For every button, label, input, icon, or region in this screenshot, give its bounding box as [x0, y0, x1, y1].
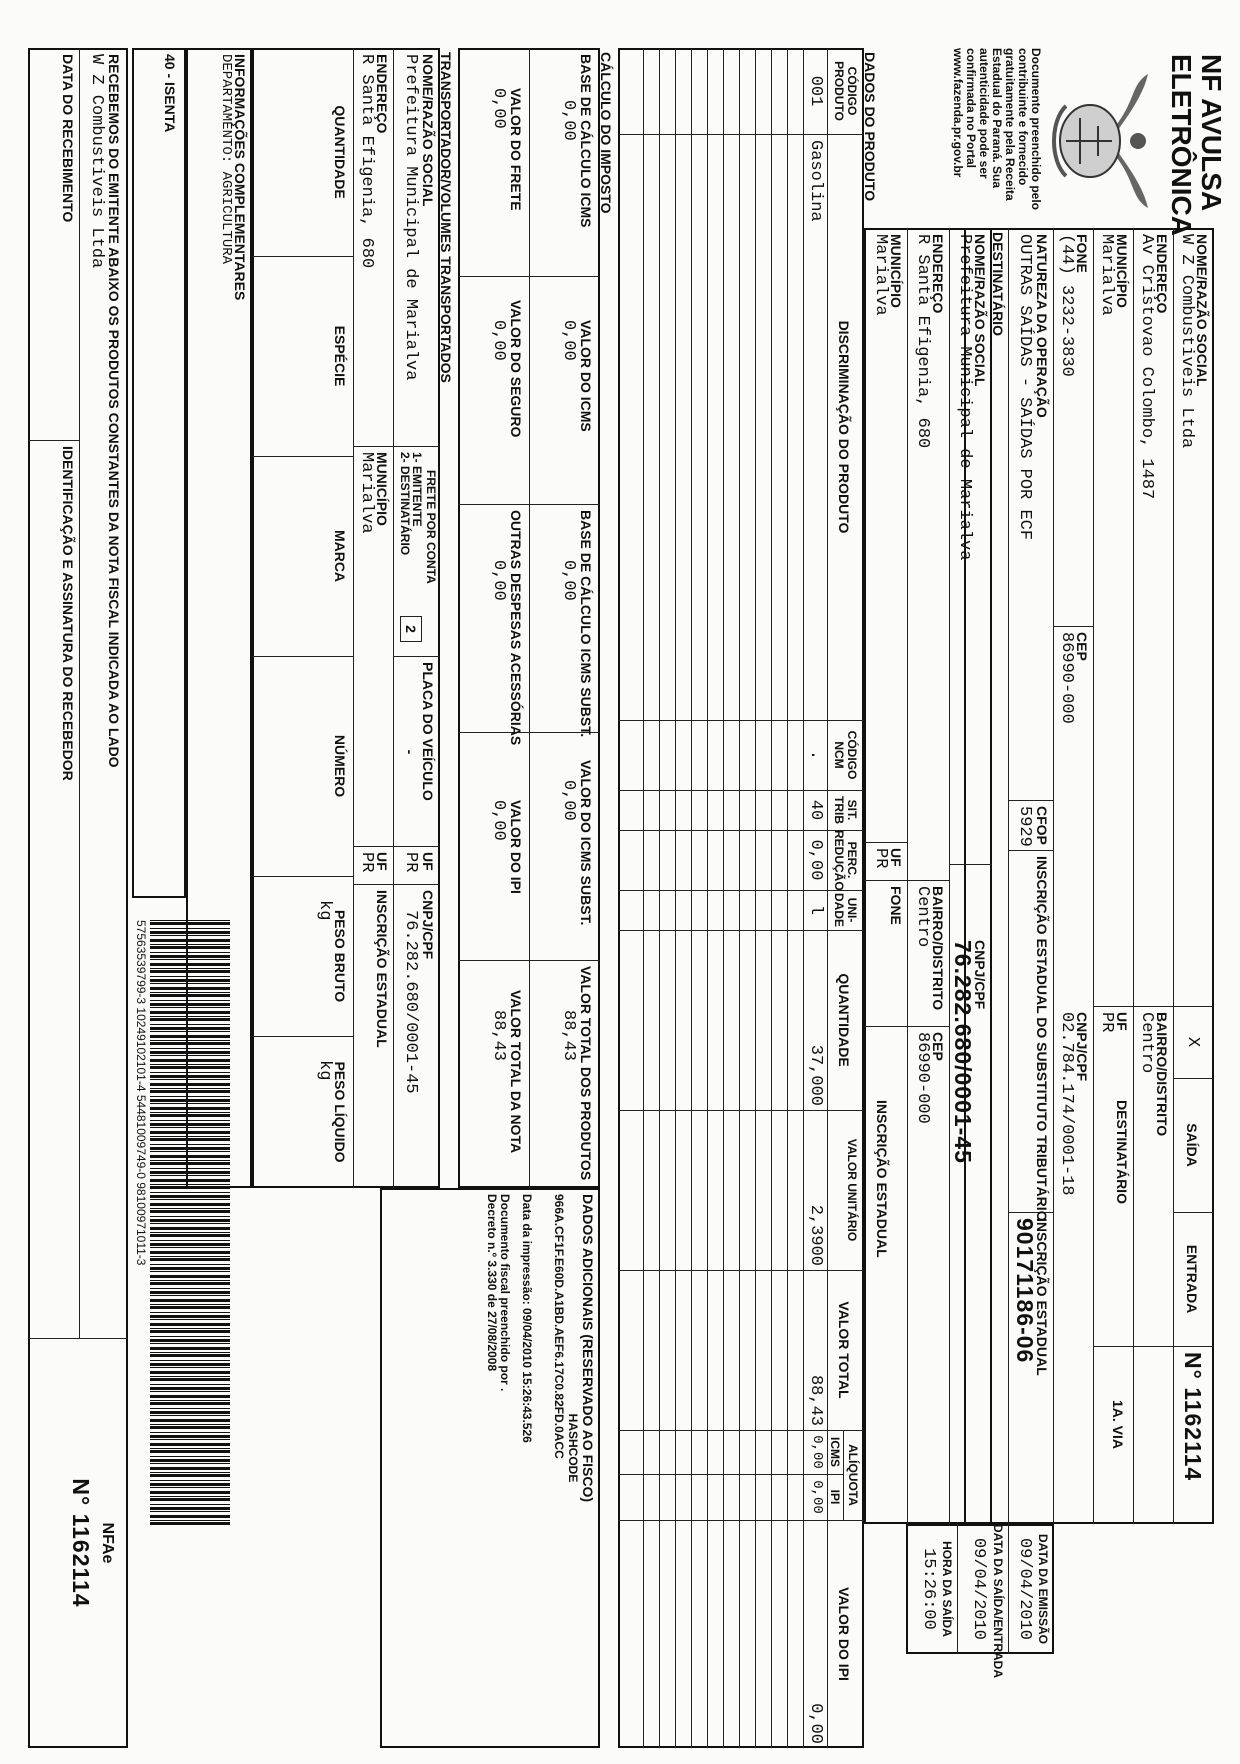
- barcode-bar: [150, 1400, 230, 1401]
- barcode-bar: [150, 979, 230, 982]
- barcode-bar: [150, 1040, 230, 1041]
- barcode-bar: [150, 1131, 230, 1134]
- saida-mark: X: [1183, 1036, 1202, 1048]
- barcode-bar: [150, 1219, 230, 1222]
- barcode-bar: [150, 1463, 230, 1464]
- total-nota: 88,43: [489, 1010, 508, 1062]
- inscricao-estadual: 90171186-06: [1012, 1218, 1038, 1364]
- barcode-bar: [150, 987, 230, 990]
- emitente-uf: PR: [1097, 1012, 1116, 1033]
- barcode-bar: [150, 1336, 230, 1337]
- barcode-bar: [150, 1079, 230, 1080]
- barcode-bar: [150, 963, 230, 966]
- barcode-bar: [150, 1395, 230, 1398]
- barcode-bar: [150, 1328, 230, 1329]
- base-icms: 0,00: [559, 100, 578, 141]
- barcode-bar: [150, 1483, 230, 1486]
- emitente-fone: (44) 3232-3830: [1057, 234, 1076, 377]
- barcode-bar: [150, 939, 230, 942]
- barcode-bar: [150, 1480, 230, 1481]
- imposto-section: CÁLCULO DO IMPOSTO: [598, 52, 614, 214]
- barcode-bar: [150, 955, 230, 958]
- barcode-bar: [150, 1424, 230, 1425]
- barcode-bar: [150, 1099, 230, 1102]
- barcode-bar: [150, 1330, 230, 1333]
- via-label: 1A. VIA: [1110, 1400, 1126, 1450]
- barcode-bar: [150, 1247, 230, 1248]
- barcode-bar: [150, 1127, 230, 1128]
- barcode-bar: [150, 1291, 230, 1294]
- barcode-bar: [150, 1256, 230, 1257]
- barcode-bar: [150, 992, 230, 993]
- barcode-bar: [150, 1352, 230, 1353]
- barcode-bar: [150, 1411, 230, 1414]
- barcode-bar: [150, 1496, 230, 1497]
- barcode-bar: [150, 983, 230, 984]
- frete-por-conta-value: 2: [403, 625, 419, 633]
- barcode-bar: [150, 1507, 230, 1510]
- barcode-bar: [150, 1267, 230, 1270]
- barcode-bar: [150, 1459, 230, 1462]
- nfae-label: NFAe: [99, 1522, 116, 1564]
- transporte-endereco: R Santa Efigenia, 680: [357, 54, 376, 269]
- entrada-label: ENTRADA: [1184, 1244, 1200, 1314]
- emitente-cep: 86990-000: [1057, 632, 1076, 724]
- barcode-bar: [150, 1151, 230, 1152]
- barcode-bar: [150, 1360, 230, 1361]
- barcode-bar: [150, 1055, 230, 1056]
- barcode-bar: [150, 920, 230, 921]
- barcode-bar: [150, 1120, 230, 1121]
- barcode-bar: [150, 1024, 230, 1025]
- title-line2: ELETRÔNICA: [1166, 54, 1197, 236]
- barcode-bar: [150, 1223, 230, 1224]
- barcode-bar: [150, 1275, 230, 1278]
- barcode-bar: [150, 1450, 230, 1453]
- destinatario-razao: Prefeitura Municipal de Marialva: [955, 234, 974, 561]
- transporte-razao: Prefeitura Municipal de Marialva: [401, 54, 420, 381]
- valor-subst: 0,00: [559, 780, 578, 821]
- barcode-bar: [150, 1186, 230, 1189]
- barcode-bar: [150, 1487, 230, 1488]
- barcode-bar: [150, 946, 230, 949]
- barcode-bar: [150, 1155, 230, 1158]
- hora-saida: 15:26:00: [919, 1548, 938, 1630]
- barcode-bar: [150, 1378, 230, 1381]
- emitente-bairro: Centro: [1137, 1012, 1156, 1074]
- barcode-bar: [150, 1168, 230, 1169]
- barcode-bar: [150, 1474, 230, 1477]
- barcode-bar: [150, 1288, 230, 1289]
- barcode-bar: [150, 1240, 230, 1241]
- barcode-bar: [150, 1016, 230, 1017]
- barcode-bar: [150, 1234, 230, 1237]
- transporte-uf2: PR: [357, 852, 376, 873]
- barcode-bar: [150, 1391, 230, 1392]
- recibo-emitente: W Z Combustiveis Ltda: [87, 54, 106, 269]
- barcode-bar: [150, 1448, 230, 1449]
- barcode-bar: [150, 1192, 230, 1193]
- data-saida: 09/04/2010: [969, 1537, 988, 1641]
- barcode-bar: [150, 1096, 230, 1097]
- barcode-bar: [150, 1203, 230, 1206]
- barcode-bar: [150, 1075, 230, 1078]
- barcode-bar: [150, 1103, 230, 1104]
- emitente-municipio: Marialva: [1097, 234, 1116, 316]
- barcode-bar: [150, 1007, 230, 1008]
- transporte-uf: PR: [401, 852, 420, 873]
- barcode-bar: [150, 1402, 230, 1405]
- barcode-bar: [150, 1522, 230, 1525]
- emitente-endereco: Av Cristovao Colombo, 1487: [1137, 234, 1156, 500]
- title-line1: NF AVULSA: [1196, 54, 1227, 212]
- barcode-bar: [150, 1018, 230, 1021]
- barcode-bar: [150, 1295, 230, 1296]
- barcode-bar: [150, 1136, 230, 1137]
- barcode-bar: [150, 1271, 230, 1272]
- barcode-bar: [150, 1384, 230, 1385]
- barcode-bar: [150, 944, 230, 945]
- barcode-bar: [150, 1498, 230, 1501]
- barcode-bar: [150, 1059, 230, 1062]
- emitente-razao: W Z Combustiveis Ltda: [1177, 234, 1196, 449]
- hash-code: 966A.CF1F.E60D.A1BD.AEF6.17C0.82FD.0ACC: [552, 1194, 566, 1459]
- barcode-bar: [150, 1426, 230, 1429]
- barcode-bar: [150, 1027, 230, 1030]
- barcode-bar: [150, 1232, 230, 1233]
- barcode-bar: [150, 1439, 230, 1440]
- barcode-bar: [150, 1042, 230, 1045]
- barcode-bar: [150, 1184, 230, 1185]
- barcode-bar: [150, 1472, 230, 1473]
- barcode-bar: [150, 1371, 230, 1374]
- emitente-cnpj: 02.784.174/0001-18: [1057, 1012, 1076, 1196]
- cfop: 5929: [1015, 806, 1034, 847]
- barcode-bar: [150, 994, 230, 997]
- barcode-bar: [150, 1048, 230, 1049]
- barcode-bar: [150, 1179, 230, 1182]
- placa-veiculo: -: [402, 749, 418, 755]
- destinatario-uf: PR: [871, 848, 890, 869]
- barcode-bar: [150, 1504, 230, 1505]
- barcode-bar: [150, 1090, 230, 1093]
- barcode-bar: [150, 1354, 230, 1357]
- barcode-bar: [150, 1323, 230, 1326]
- barcode-bar: [150, 1304, 230, 1305]
- valor-frete: 0,00: [489, 88, 508, 129]
- barcode-bar: [150, 931, 230, 934]
- barcode-bar: [150, 1408, 230, 1409]
- barcode-bar: [150, 1064, 230, 1065]
- barcode-bar: [150, 1216, 230, 1217]
- valor-icms: 0,00: [559, 320, 578, 361]
- barcode-bar: [150, 1107, 230, 1110]
- barcode-bar: [150, 1515, 230, 1518]
- departamento: DEPARTAMENTO: AGRICULTURA: [218, 54, 234, 265]
- barcode-bar: [150, 1114, 230, 1117]
- barcode-bar: [150, 935, 230, 936]
- valor-ipi: 0,00: [489, 800, 508, 841]
- barcode-bar: [150, 952, 230, 953]
- destinatario-section: DESTINATÁRIO: [990, 232, 1006, 336]
- barcode-bar: [150, 922, 230, 925]
- barcode-digits: 57563539799-3 10249102101-4 54481009749-0 98100971011-3: [134, 920, 148, 1266]
- barcode-bar: [150, 1003, 230, 1006]
- destinatario-endereco: R Santa Efigenia, 680: [913, 234, 932, 449]
- barcode-bar: [150, 1363, 230, 1366]
- invoice-document: NF AVULSA ELETRÔNICA Documento preenchido pelo contribuinte e fornecido gratuitamente pela Receita Estadual do Paraná. Sua autenticidade pode ser confirmada no Portal www.fazenda.pr.gov.br NOME/RAZÃO SOCIAL W Z Combustiveis Ltda ENDEREÇO Av Cristovao Colombo, 1487 MUNICÍPIO Marialva FONE (44) 3232-3830 CEP 86990-000 X SAÍDA ENTRADA BAIRRO/DISTRITO Centro UF PR DESTINATÁRIO CNPJ/CPF 02.784.174/0001-18 N° 1162114 1A. VIA NATUREZA DA OPERAÇÃO OUTRAS SAÍDAS - SAÍDAS POR ECF CFOP 5929 INSCRIÇÃO ESTADUAL DO SUBSTITUTO TRIBUTÁRIO INSCRIÇÃO ESTADUAL 90171186-06 DATA DA EMISSÃO 09/04/2010 DATA DA SAÍDA/ENTRADA 09/04/2010 HORA DA SAÍDA 15:26:00 DESTINATÁRIO NOME/RAZÃO SOCIAL Prefeitura Municipal de Marialva CNPJ/CPF 76.282.680/0001-45 ENDEREÇO R Santa Efigenia, 680 BAIRRO/DISTRITO Centro CEP 86990-000 MUNICÍPIO Marialva UF PR FONE INSCRIÇÃO ESTADUAL DADOS DO PRODUTO CÓDIGO PRODUTO DISCRIMINAÇÃO DO PRODUTO CÓDIGO NCM SIT. TRIB PERC. REDUÇÃO UNI- DADE QUANTIDADE VALOR UNITÁRIO VALOR TOTAL ALÍQUOTA ICMS IPI VALOR DO IPI 001 Gasolina . 40 0,00 l 37,000 2,3900 88,43 0,00 0,00 0,00 CÁLCULO DO IMPOSTO BASE DE CÁLCULO ICMS 0,00 VALOR DO ICMS 0,00 BASE DE CÁLCULO ICMS SUBST. 0,00 VALOR DO ICMS SUBST. 0,00 VALOR TOTAL DOS PRODUTOS 88,43 VALOR DO FRETE 0,00 VALOR DO SEGURO 0,00 OUTRAS DESPESAS ACESSÓRIAS 0,00 VALOR DO IPI 0,00 VALOR TOTAL DA NOTA 88,43 DADOS ADICIONAIS (RESERVADO AO FISCO) HASHCODE 966A.CF1F.E60D.A1BD.AEF6.17C0.82FD.0ACC Data da impressão: 09/04/2010 15:26:43.526 Documento fiscal preenchido por . Decreto n.º 3.330 de 27/08/2008 TRANSPORTADOR/VOLUMES TRANSPORTADOS NOME/RAZÃO SOCIAL Prefeitura Municipal de Marialva FRETE POR CONTA 1- EMITENTE 2- DESTINATÁRIO 2 PLACA DO VEÍCULO - UF PR CNPJ/CPF 76.282.680/0001-45 ENDEREÇO R Santa Efigenia, 680 MUNICÍPIO Marialva UF PR INSCRIÇÃO ESTADUAL QUANTIDADE ESPÉCIE MARCA NÚMERO PESO BRUTO kg PESO LÍQUIDO kg INFORMAÇÕES COMPLEMENTARES DEPARTAMENTO: AGRICULTURA 40 - ISENTA 57563539799-3 10249102101-4 54481009749-0 98100971011-3 RECEBEMOS DO EMITENTE ABAIXO OS PRODUTOS CONSTANTES DA NOTA FISCAL INDICADA AO LADO W Z Combustiveis Ltda DATA DO RECEBIMENTO IDENTIFICAÇÃO E ASSINATURA DO RECEBEDOR NFAe N° 1162114: [0, 0, 1240, 1764]
- barcode-bar: [150, 976, 230, 977]
- barcode-bar: [150, 1376, 230, 1377]
- barcode-bar: [150, 1072, 230, 1073]
- barcode-bar: [150, 1243, 230, 1246]
- barcode-bar: [150, 1011, 230, 1014]
- barcode-bar: [150, 1031, 230, 1032]
- barcode-bar: [150, 1227, 230, 1230]
- barcode-bar: [150, 1251, 230, 1254]
- produtos-section: DADOS DO PRODUTO: [862, 52, 878, 202]
- barcode-bar: [150, 1511, 230, 1512]
- isenta: 40 - ISENTA: [162, 54, 178, 133]
- data-emissao: 09/04/2010: [1015, 1537, 1034, 1641]
- barcode-bar: [150, 1123, 230, 1126]
- barcode-bar: [150, 1160, 230, 1161]
- barcode-bar: [150, 1419, 230, 1422]
- barcode-bar: [150, 1280, 230, 1281]
- barcode-bar: [150, 1319, 230, 1320]
- recibo-number: N° 1162114: [68, 1478, 94, 1608]
- barcode-bar: [150, 1088, 230, 1089]
- peso-liquido: kg: [315, 1060, 334, 1081]
- barcode-bar: [150, 1315, 230, 1318]
- destinatario-cnpj: 76.282.680/0001-45: [950, 940, 976, 1164]
- barcode-bar: [150, 928, 230, 929]
- parana-coat-of-arms-icon: [1046, 66, 1158, 216]
- barcode-bar: [150, 1051, 230, 1054]
- barcode-bar: [150, 1339, 230, 1342]
- outras-despesas: 0,00: [489, 560, 508, 601]
- barcode-bar: [150, 1171, 230, 1174]
- peso-bruto: kg: [315, 900, 334, 921]
- barcode-bar: [150, 1347, 230, 1350]
- barcode-bar: [150, 1083, 230, 1086]
- barcode-bar: [150, 1147, 230, 1150]
- barcode-icon: [150, 920, 230, 1530]
- barcode-bar: [150, 1066, 230, 1069]
- barcode-bar: [150, 1199, 230, 1200]
- barcode-bar: [150, 970, 230, 973]
- destinatario-cep: 86990-000: [913, 1032, 932, 1124]
- natureza-operacao: OUTRAS SAÍDAS - SAÍDAS POR ECF: [1015, 234, 1034, 541]
- barcode-bar: [150, 1456, 230, 1457]
- barcode-bar: [150, 1264, 230, 1265]
- destinatario-bairro: Centro: [913, 886, 932, 948]
- transporte-municipio: Marialva: [357, 452, 376, 534]
- total-produtos: 88,43: [559, 1010, 578, 1062]
- barcode-bar: [150, 1162, 230, 1165]
- barcode-bar: [150, 1208, 230, 1209]
- barcode-bar: [150, 1306, 230, 1309]
- barcode-bar: [150, 1432, 230, 1433]
- valor-seguro: 0,00: [489, 320, 508, 361]
- base-subst: 0,00: [559, 560, 578, 601]
- destinatario-municipio: Marialva: [871, 234, 890, 316]
- barcode-bar: [150, 1210, 230, 1213]
- barcode-bar: [150, 1138, 230, 1141]
- barcode-bar: [150, 1000, 230, 1001]
- barcode-bar: [150, 1343, 230, 1344]
- barcode-bar: [150, 1387, 230, 1390]
- barcode-bar: [150, 1282, 230, 1285]
- barcode-bar: [150, 1258, 230, 1261]
- barcode-bar: [150, 968, 230, 969]
- barcode-bar: [150, 1467, 230, 1470]
- barcode-bar: [150, 1520, 230, 1521]
- barcode-bar: [150, 959, 230, 960]
- barcode-bar: [150, 1112, 230, 1113]
- barcode-bar: [150, 1175, 230, 1176]
- document-number: N° 1162114: [1180, 1352, 1206, 1482]
- barcode-bar: [150, 1367, 230, 1368]
- transporte-cnpj: 76.282.680/0001-45: [401, 910, 420, 1094]
- saida-label: SAÍDA: [1184, 1123, 1200, 1167]
- barcode-bar: [150, 1299, 230, 1302]
- isenta-box: [132, 48, 186, 898]
- barcode-bar: [150, 1195, 230, 1198]
- barcode-bar: [150, 1415, 230, 1416]
- barcode-bar: [150, 1491, 230, 1494]
- transporte-section: TRANSPORTADOR/VOLUMES TRANSPORTADOS: [438, 52, 454, 383]
- barcode-bar: [150, 1144, 230, 1145]
- data-impressao: Data da impressão: 09/04/2010 15:26:43.526: [520, 1194, 534, 1443]
- barcode-bar: [150, 1443, 230, 1446]
- barcode-bar: [150, 1435, 230, 1438]
- barcode-bar: [150, 1312, 230, 1313]
- barcode-bar: [150, 1035, 230, 1038]
- destinatario-side-label: DESTINATÁRIO: [1114, 1100, 1130, 1204]
